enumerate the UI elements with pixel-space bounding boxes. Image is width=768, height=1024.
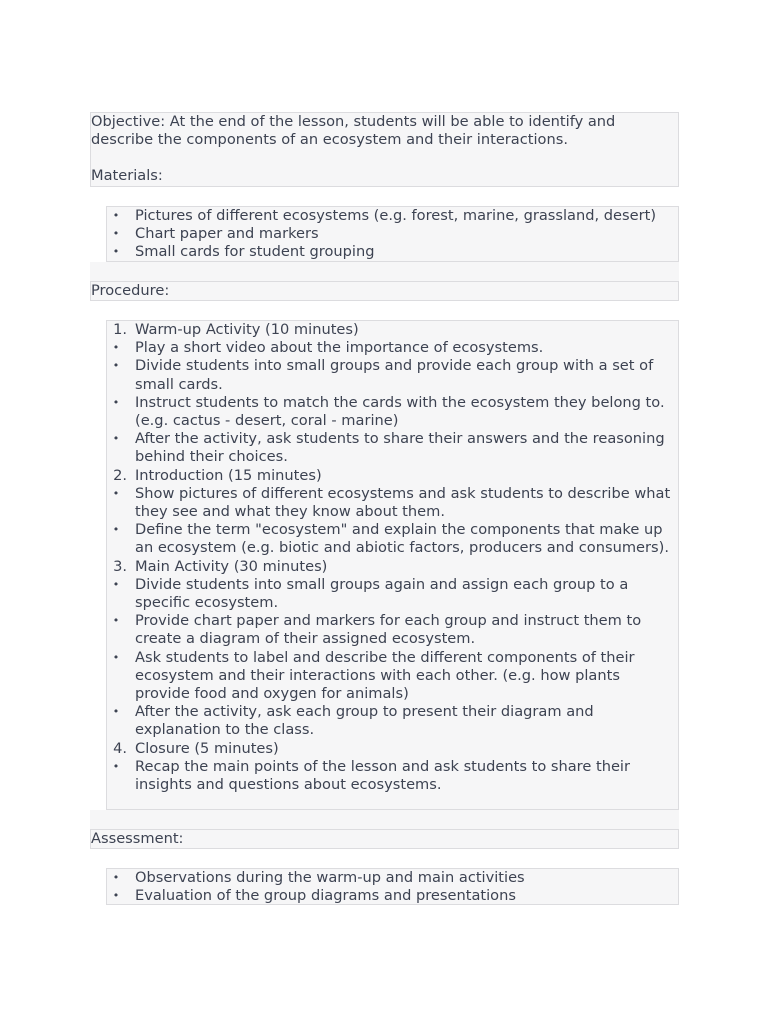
procedure-item-text: Divide students into small groups again and assign each group to a specific ecosystem.: [135, 575, 629, 612]
bullet-marker: •: [112, 395, 120, 409]
procedure-item-text: Show pictures of different ecosystems and ask students to describe what they see and what they know about them.: [135, 484, 671, 521]
list-item: [107, 225, 678, 243]
assessment-item-1: Observations during the warm-up and main activities: [135, 869, 525, 886]
bullet-marker: •: [112, 523, 120, 537]
materials-list: [107, 207, 678, 262]
procedure-bullet-item: [107, 357, 678, 393]
bullet-marker: •: [112, 227, 120, 241]
materials-item-2: Chart paper and markers: [135, 225, 319, 243]
step-number: 3.: [113, 557, 127, 575]
procedure-bullet-item: [107, 394, 678, 430]
section-gap: [90, 262, 679, 281]
bullet-marker: •: [112, 245, 120, 259]
procedure-item-text: Provide chart paper and markers for each group and instruct them to create a diagram of their assigned ecosystem.: [135, 612, 642, 648]
bullet-marker: •: [112, 341, 120, 355]
materials-list-box: [106, 206, 679, 262]
spacer: [91, 149, 678, 167]
materials-item-1: Pictures of different ecosystems (e.g. forest, marine, grassland, desert): [135, 207, 657, 224]
procedure-bullet-item: [107, 485, 678, 521]
procedure-item-text: Play a short video about the importance of ecosystems.: [135, 339, 544, 357]
list-item: [107, 887, 678, 905]
procedure-item-text: Introduction (15 minutes): [135, 466, 322, 484]
procedure-item-text: Instruct students to match the cards with the ecosystem they belong to. (e.g. cactus - desert, coral - marine): [135, 393, 665, 430]
assessment-list: [107, 869, 678, 905]
procedure-step-item: [107, 558, 678, 576]
procedure-item-text: Closure (5 minutes): [135, 739, 279, 757]
procedure-bullet-item: [107, 576, 678, 612]
list-item: [107, 243, 678, 261]
procedure-item-text: Ask students to label and describe the different components of their ecosystem and their interactions with each other. (e.g. how plants provide food and oxygen for animals): [135, 648, 635, 703]
bullet-marker: •: [112, 209, 120, 222]
assessment-heading: Assessment:: [91, 830, 184, 847]
procedure-bullet-item: [107, 703, 678, 739]
bullet-marker: •: [112, 705, 120, 719]
step-number: 1.: [113, 321, 127, 338]
procedure-item-text: Main Activity (30 minutes): [135, 557, 328, 575]
procedure-step-item: [107, 321, 678, 339]
section-gap: [90, 810, 679, 829]
procedure-item-text: Divide students into small groups and provide each group with a set of small cards.: [135, 357, 654, 393]
procedure-bullet-item: [107, 521, 678, 557]
bullet-marker: •: [112, 359, 120, 373]
assessment-item-2: Evaluation of the group diagrams and presentations: [135, 887, 516, 905]
materials-item-3: Small cards for student grouping: [135, 243, 375, 261]
assessment-heading-box: [90, 829, 679, 849]
procedure-step-item: [107, 740, 678, 758]
procedure-list: [107, 321, 678, 794]
procedure-list-box: [106, 320, 679, 810]
procedure-heading-box: [90, 281, 679, 301]
bullet-marker: •: [112, 577, 120, 591]
bullet-marker: •: [112, 871, 120, 884]
procedure-bullet-item: [107, 612, 678, 648]
procedure-bullet-item: [107, 339, 678, 357]
assessment-list-box: [106, 868, 679, 905]
procedure-bullet-item: [107, 758, 678, 794]
list-item: [107, 869, 678, 887]
procedure-item-text: After the activity, ask each group to present their diagram and explanation to the class.: [135, 703, 594, 739]
lesson-plan-document: [90, 112, 679, 905]
procedure-bullet-item: [107, 649, 678, 704]
step-number: 2.: [113, 466, 127, 484]
materials-heading: Materials:: [91, 167, 163, 185]
procedure-bullet-item: [107, 430, 678, 466]
list-item: [107, 207, 678, 225]
bullet-marker: •: [112, 614, 120, 628]
step-number: 4.: [113, 739, 127, 757]
procedure-item-text: Warm-up Activity (10 minutes): [135, 321, 359, 338]
bullet-marker: •: [112, 759, 120, 773]
bullet-marker: •: [112, 650, 120, 664]
procedure-heading: Procedure:: [91, 282, 170, 299]
procedure-item-text: Define the term "ecosystem" and explain the components that make up an ecosystem (e.g. biotic and abiotic factors, producers and consumers).: [135, 521, 669, 557]
procedure-item-text: After the activity, ask students to share their answers and the reasoning behind their choices.: [135, 430, 665, 466]
bullet-marker: •: [112, 889, 120, 903]
procedure-step-item: [107, 467, 678, 485]
objective-block: [90, 112, 679, 187]
bullet-marker: •: [112, 432, 120, 446]
procedure-item-text: Recap the main points of the lesson and ask students to share their insights and questions about ecosystems.: [135, 757, 630, 794]
objective-text: Objective: At the end of the lesson, students will be able to identify and describe the components of an ecosystem and their interactions.: [91, 113, 616, 149]
bullet-marker: •: [112, 486, 120, 500]
